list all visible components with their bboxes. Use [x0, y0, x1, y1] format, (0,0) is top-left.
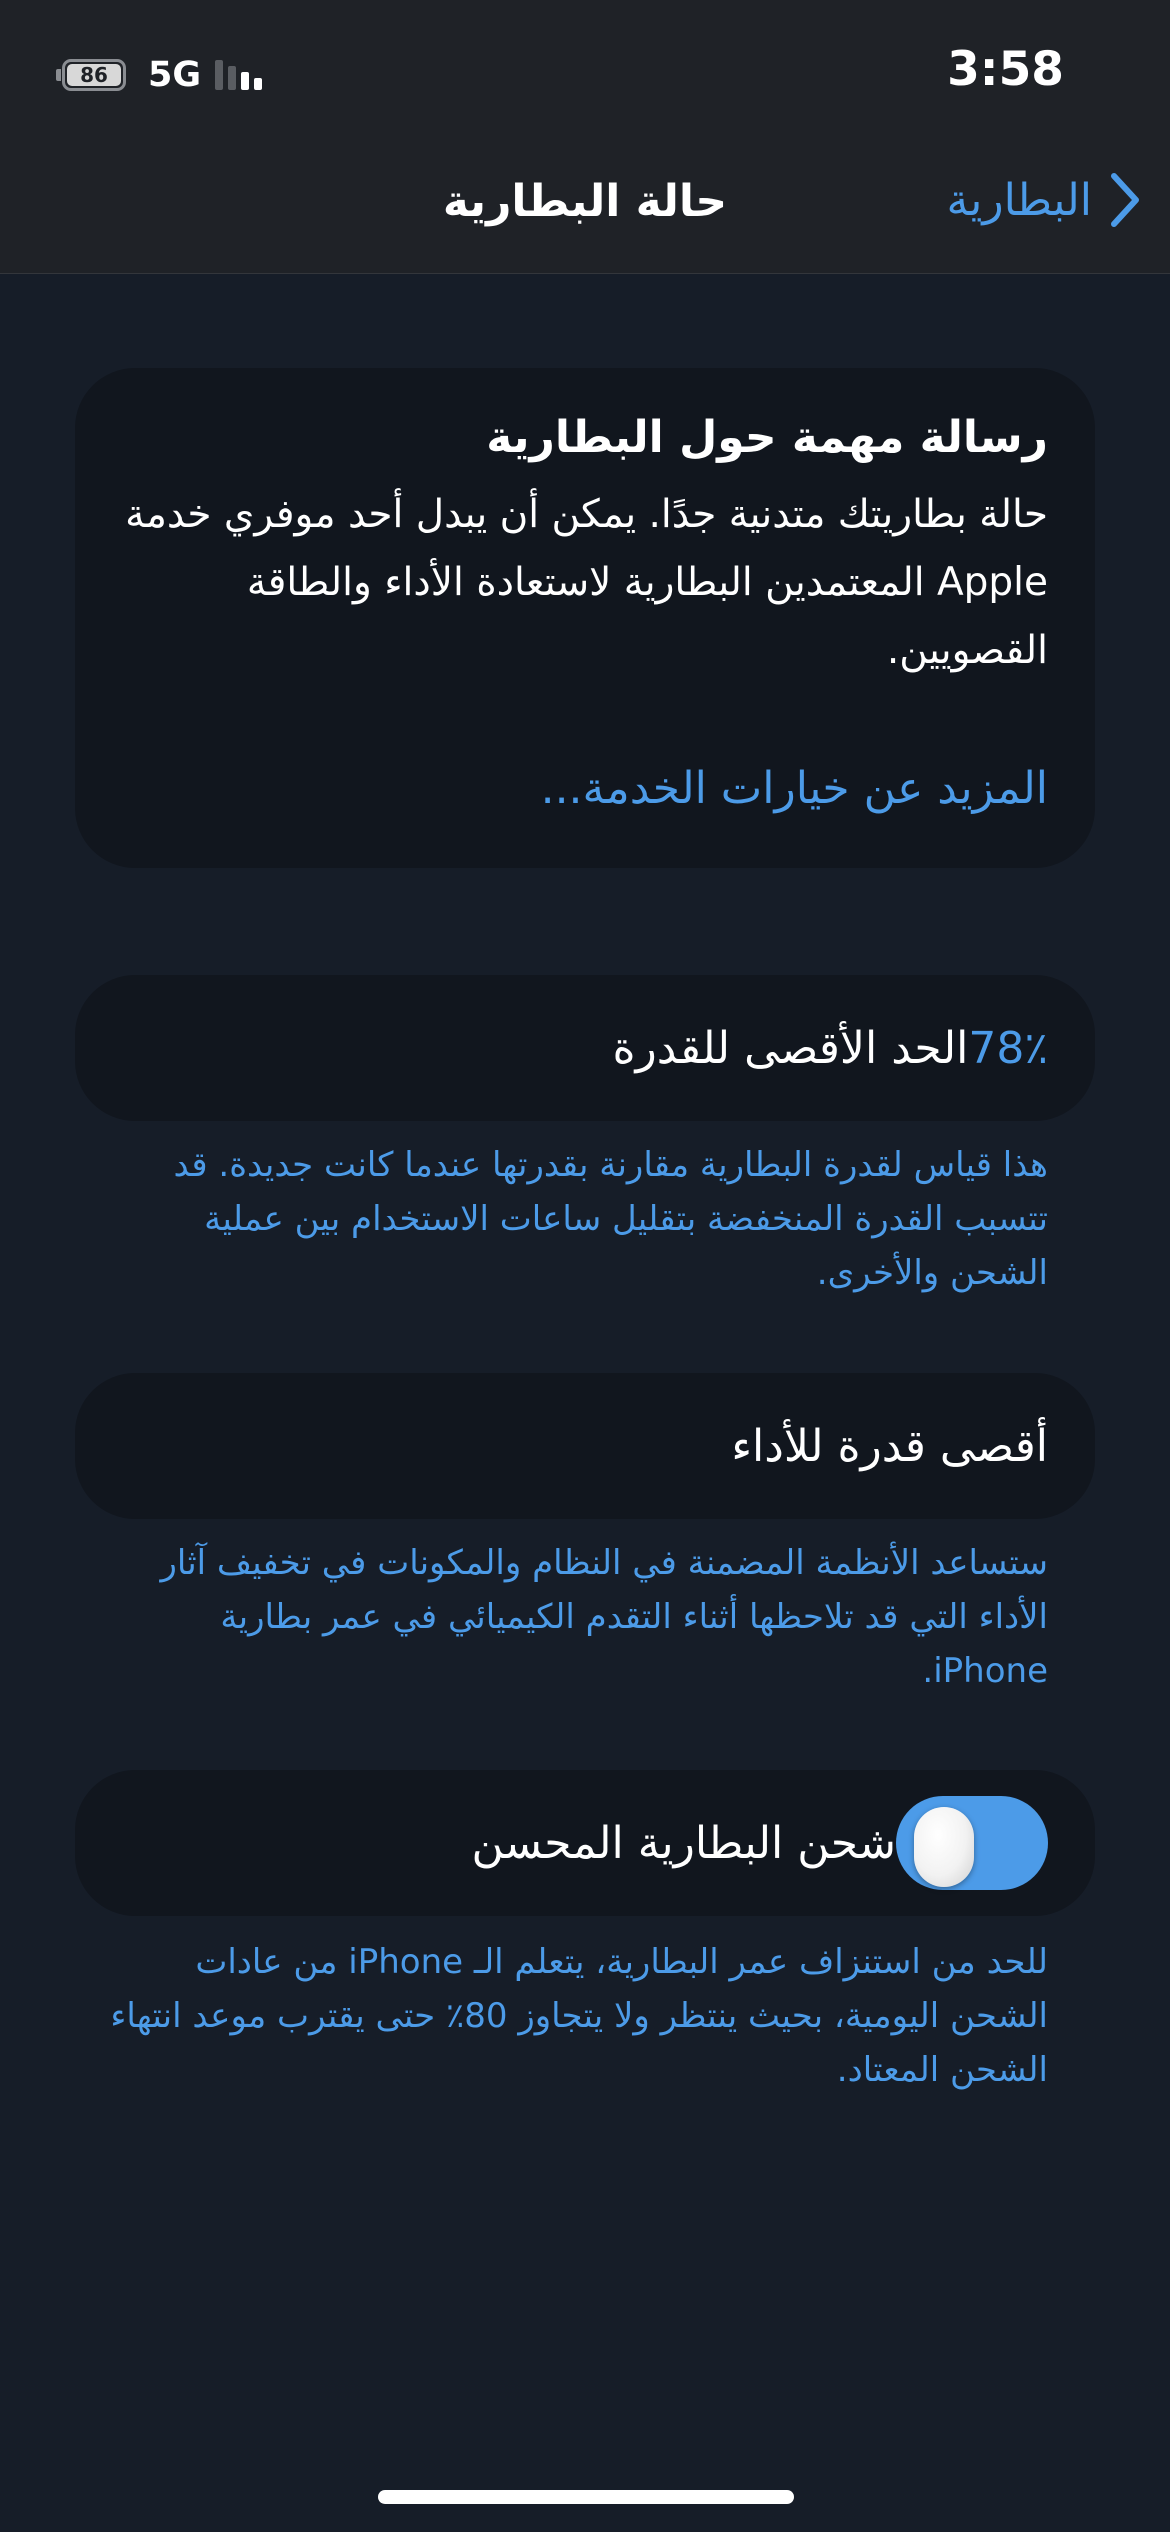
back-button[interactable] — [947, 172, 1141, 228]
optimized-charging-toggle[interactable] — [896, 1796, 1048, 1890]
status-time: 3:58 — [947, 42, 1064, 97]
maximum-capacity-footnote: هذا قياس لقدرة البطارية مقارنة بقدرتها عندما كانت جديدة. قد تتسبب القدرة المنخفضة بتقليل ساعات الاستخدام بين عملية الشحن والأخرى. — [173, 1145, 1048, 1293]
signal-bar — [254, 78, 262, 90]
page-title: حالة البطارية — [442, 176, 728, 227]
optimized-charging-label: شحن البطارية المحسن — [471, 1817, 896, 1869]
signal-bar — [241, 72, 249, 90]
battery-body — [62, 59, 126, 91]
status-bar — [0, 0, 1170, 150]
battery-level: 86 — [67, 64, 121, 86]
message-title: رسالة مهمة حول البطارية — [486, 412, 1048, 463]
battery-icon — [56, 59, 126, 91]
network-type: 5G — [148, 55, 202, 95]
service-options-link[interactable]: المزيد عن خيارات الخدمة... — [540, 763, 1048, 814]
chevron-right-icon — [1110, 172, 1140, 228]
optimized-charging-row — [75, 1770, 1095, 1916]
back-button-label: البطارية — [946, 174, 1092, 226]
status-indicators — [56, 54, 267, 96]
toggle-knob — [914, 1807, 974, 1887]
home-indicator[interactable] — [378, 2490, 794, 2504]
battery-nub — [56, 69, 61, 81]
optimized-charging-footnote: للحد من استنزاف عمر البطارية، يتعلم الـ iPhone من عادات الشحن اليومية، بحيث ينتظر ولا يتجاوز 80٪ حتى يقترب موعد انتهاء الشحن المعتاد. — [110, 1942, 1048, 2090]
battery-message-card — [75, 368, 1095, 868]
maximum-capacity-value: 78٪ — [968, 1022, 1048, 1074]
peak-performance-row — [75, 1373, 1095, 1519]
signal-bar — [215, 60, 223, 90]
maximum-capacity-row — [75, 975, 1095, 1121]
maximum-capacity-label: الحد الأقصى للقدرة — [612, 1022, 969, 1074]
peak-performance-footnote: ستساعد الأنظمة المضمنة في النظام والمكونات في تخفيف آثار الأداء التي قد تلاحظها أثناء التقدم الكيميائي في عمر بطارية iPhone. — [160, 1543, 1048, 1691]
signal-strength-icon — [215, 60, 267, 90]
navigation-bar — [0, 150, 1170, 274]
message-body: حالة بطاريتك متدنية جدًا. يمكن أن يبدل أحد موفري خدمة Apple المعتمدين البطارية لاستعادة الأداء والطاقة القصويين. — [125, 492, 1048, 673]
signal-bar — [228, 66, 236, 90]
peak-performance-label: أقصى قدرة للأداء — [731, 1420, 1048, 1472]
